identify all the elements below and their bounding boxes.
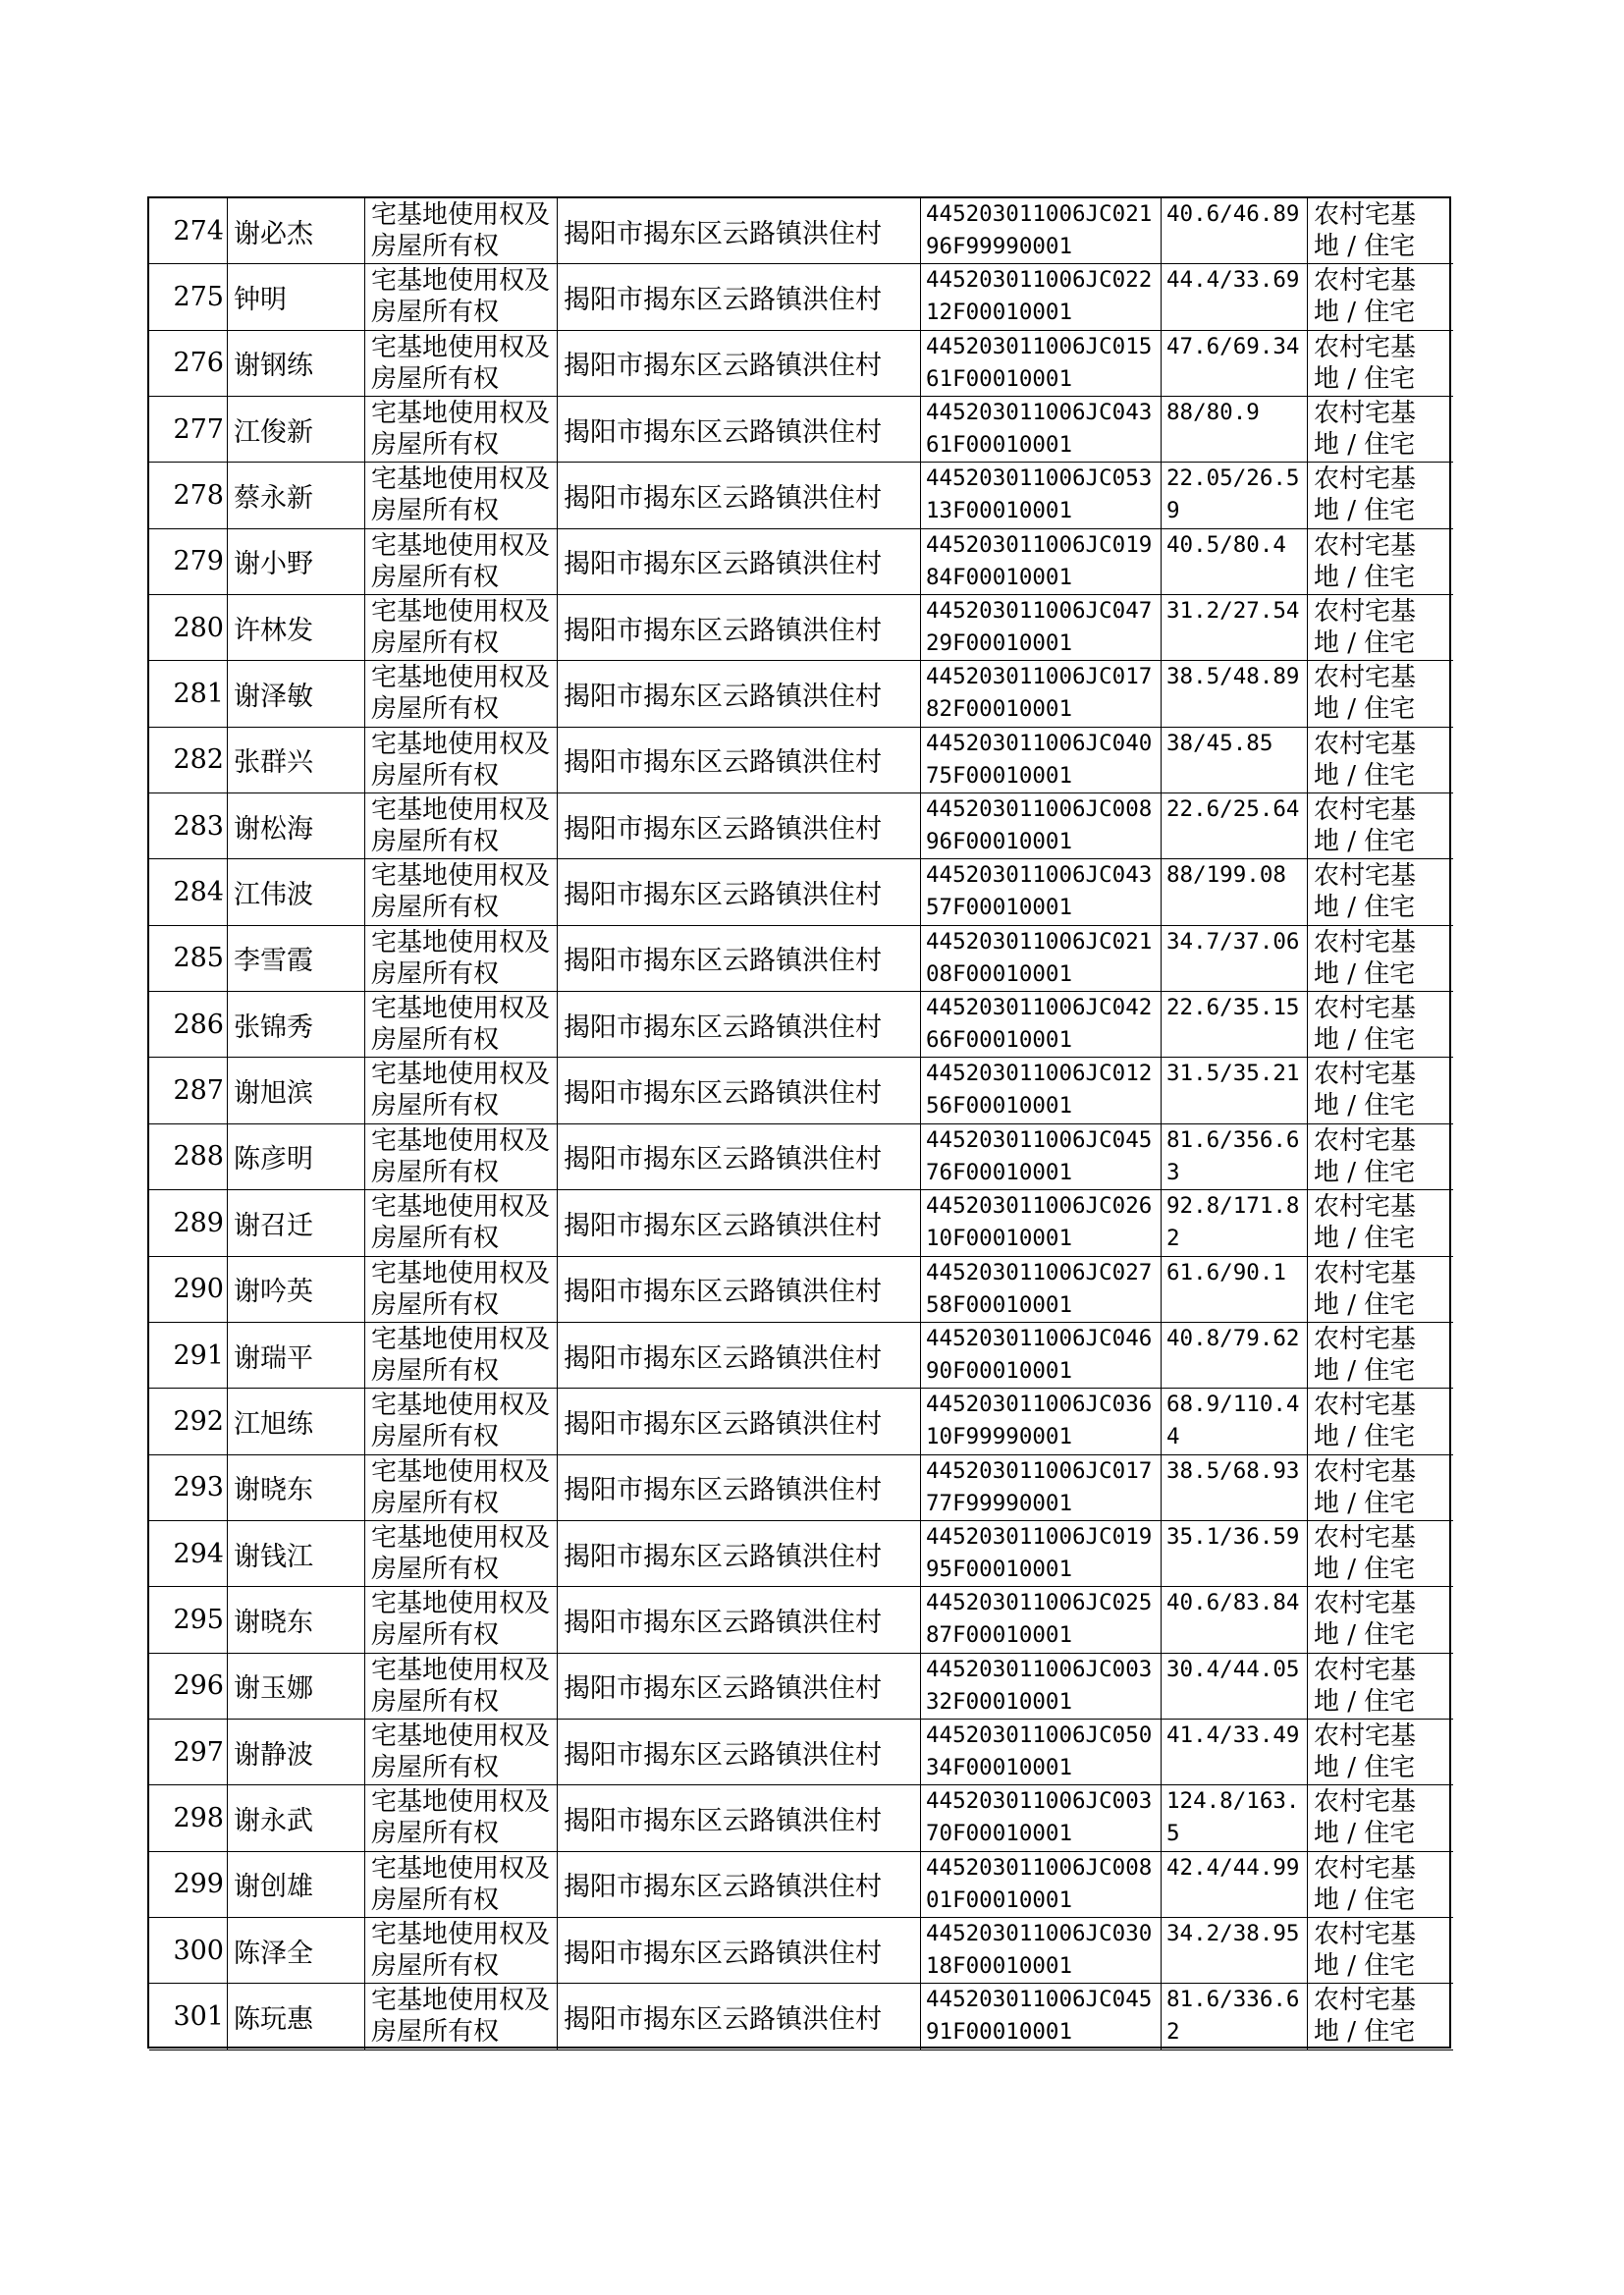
- row-number: 283: [149, 793, 228, 859]
- property-location: 揭阳市揭东区云路镇洪住村: [558, 1521, 921, 1587]
- property-location: 揭阳市揭东区云路镇洪住村: [558, 595, 921, 661]
- owner-name: 张群兴: [228, 728, 365, 793]
- row-number: 289: [149, 1190, 228, 1256]
- property-location: 揭阳市揭东区云路镇洪住村: [558, 331, 921, 397]
- property-location: 揭阳市揭东区云路镇洪住村: [558, 1124, 921, 1190]
- right-type: 宅基地使用权及房屋所有权: [365, 1587, 558, 1653]
- right-type: 宅基地使用权及房屋所有权: [365, 1124, 558, 1190]
- owner-name: 谢玉娜: [228, 1654, 365, 1720]
- unit-code: 445203011006JC01995F00010001: [921, 1521, 1162, 1587]
- owner-name: 谢晓东: [228, 1455, 365, 1521]
- unit-code: 445203011006JC04690F00010001: [921, 1323, 1162, 1389]
- row-number: 288: [149, 1124, 228, 1190]
- owner-name: 谢召迁: [228, 1190, 365, 1256]
- property-location: 揭阳市揭东区云路镇洪住村: [558, 661, 921, 727]
- right-type: 宅基地使用权及房屋所有权: [365, 463, 558, 528]
- right-type: 宅基地使用权及房屋所有权: [365, 595, 558, 661]
- unit-code: 445203011006JC05313F00010001: [921, 463, 1162, 528]
- property-location: 揭阳市揭东区云路镇洪住村: [558, 1785, 921, 1851]
- land-use: 农村宅基 地 / 住宅: [1308, 926, 1453, 992]
- land-use: 农村宅基 地 / 住宅: [1308, 661, 1453, 727]
- row-number: 286: [149, 992, 228, 1058]
- row-number: 279: [149, 529, 228, 595]
- owner-name: 谢吟英: [228, 1257, 365, 1323]
- land-use: 农村宅基 地 / 住宅: [1308, 264, 1453, 330]
- owner-name: 谢松海: [228, 793, 365, 859]
- area-value: 44.4/33.69: [1162, 264, 1308, 330]
- right-type: 宅基地使用权及房屋所有权: [365, 1257, 558, 1323]
- land-use: 农村宅基 地 / 住宅: [1308, 1587, 1453, 1653]
- unit-code: 445203011006JC04361F00010001: [921, 397, 1162, 463]
- area-value: 41.4/33.49: [1162, 1720, 1308, 1785]
- area-value: 22.05/26.59: [1162, 463, 1308, 528]
- property-location: 揭阳市揭东区云路镇洪住村: [558, 859, 921, 925]
- row-number: 292: [149, 1389, 228, 1454]
- area-value: 22.6/25.64: [1162, 793, 1308, 859]
- land-use: 农村宅基 地 / 住宅: [1308, 198, 1453, 264]
- unit-code: 445203011006JC04357F00010001: [921, 859, 1162, 925]
- land-use: 农村宅基 地 / 住宅: [1308, 1190, 1453, 1256]
- land-use: 农村宅基 地 / 住宅: [1308, 1984, 1453, 2049]
- land-use: 农村宅基 地 / 住宅: [1308, 397, 1453, 463]
- owner-name: 谢必杰: [228, 198, 365, 264]
- row-number: 298: [149, 1785, 228, 1851]
- row-number: 281: [149, 661, 228, 727]
- row-number: 297: [149, 1720, 228, 1785]
- area-value: 61.6/90.1: [1162, 1257, 1308, 1323]
- unit-code: 445203011006JC00332F00010001: [921, 1654, 1162, 1720]
- property-location: 揭阳市揭东区云路镇洪住村: [558, 463, 921, 528]
- land-use: 农村宅基 地 / 住宅: [1308, 1654, 1453, 1720]
- land-use: 农村宅基 地 / 住宅: [1308, 1918, 1453, 1984]
- land-use: 农村宅基 地 / 住宅: [1308, 728, 1453, 793]
- row-number: 278: [149, 463, 228, 528]
- unit-code: 445203011006JC04729F00010001: [921, 595, 1162, 661]
- property-location: 揭阳市揭东区云路镇洪住村: [558, 1257, 921, 1323]
- right-type: 宅基地使用权及房屋所有权: [365, 1720, 558, 1785]
- right-type: 宅基地使用权及房屋所有权: [365, 397, 558, 463]
- land-use: 农村宅基 地 / 住宅: [1308, 793, 1453, 859]
- owner-name: 谢静波: [228, 1720, 365, 1785]
- right-type: 宅基地使用权及房屋所有权: [365, 661, 558, 727]
- right-type: 宅基地使用权及房屋所有权: [365, 1654, 558, 1720]
- right-type: 宅基地使用权及房屋所有权: [365, 1190, 558, 1256]
- owner-name: 谢小野: [228, 529, 365, 595]
- property-location: 揭阳市揭东区云路镇洪住村: [558, 1984, 921, 2049]
- owner-name: 江旭练: [228, 1389, 365, 1454]
- right-type: 宅基地使用权及房屋所有权: [365, 264, 558, 330]
- owner-name: 陈玩惠: [228, 1984, 365, 2049]
- land-use: 农村宅基 地 / 住宅: [1308, 1785, 1453, 1851]
- area-value: 124.8/163.5: [1162, 1785, 1308, 1851]
- area-value: 88/199.08: [1162, 859, 1308, 925]
- row-number: 277: [149, 397, 228, 463]
- owner-name: 谢永武: [228, 1785, 365, 1851]
- land-use: 农村宅基 地 / 住宅: [1308, 1455, 1453, 1521]
- right-type: 宅基地使用权及房屋所有权: [365, 1785, 558, 1851]
- row-number: 301: [149, 1984, 228, 2049]
- property-location: 揭阳市揭东区云路镇洪住村: [558, 1918, 921, 1984]
- row-number: 291: [149, 1323, 228, 1389]
- unit-code: 445203011006JC02108F00010001: [921, 926, 1162, 992]
- owner-name: 谢瑞平: [228, 1323, 365, 1389]
- land-use: 农村宅基 地 / 住宅: [1308, 992, 1453, 1058]
- right-type: 宅基地使用权及房屋所有权: [365, 529, 558, 595]
- row-number: 287: [149, 1058, 228, 1123]
- row-number: 274: [149, 198, 228, 264]
- unit-code: 445203011006JC02196F99990001: [921, 198, 1162, 264]
- row-number: 296: [149, 1654, 228, 1720]
- property-location: 揭阳市揭东区云路镇洪住村: [558, 1852, 921, 1918]
- land-use: 农村宅基 地 / 住宅: [1308, 331, 1453, 397]
- area-value: 68.9/110.44: [1162, 1389, 1308, 1454]
- right-type: 宅基地使用权及房屋所有权: [365, 1058, 558, 1123]
- property-location: 揭阳市揭东区云路镇洪住村: [558, 529, 921, 595]
- owner-name: 谢泽敏: [228, 661, 365, 727]
- row-number: 275: [149, 264, 228, 330]
- right-type: 宅基地使用权及房屋所有权: [365, 1389, 558, 1454]
- right-type: 宅基地使用权及房屋所有权: [365, 1918, 558, 1984]
- area-value: 40.5/80.4: [1162, 529, 1308, 595]
- unit-code: 445203011006JC00370F00010001: [921, 1785, 1162, 1851]
- row-number: 290: [149, 1257, 228, 1323]
- area-value: 88/80.9: [1162, 397, 1308, 463]
- right-type: 宅基地使用权及房屋所有权: [365, 1323, 558, 1389]
- land-use: 农村宅基 地 / 住宅: [1308, 529, 1453, 595]
- owner-name: 李雪霞: [228, 926, 365, 992]
- right-type: 宅基地使用权及房屋所有权: [365, 728, 558, 793]
- area-value: 22.6/35.15: [1162, 992, 1308, 1058]
- land-use: 农村宅基 地 / 住宅: [1308, 1852, 1453, 1918]
- unit-code: 445203011006JC04576F00010001: [921, 1124, 1162, 1190]
- right-type: 宅基地使用权及房屋所有权: [365, 1455, 558, 1521]
- area-value: 40.6/46.89: [1162, 198, 1308, 264]
- right-type: 宅基地使用权及房屋所有权: [365, 992, 558, 1058]
- right-type: 宅基地使用权及房屋所有权: [365, 1984, 558, 2049]
- area-value: 42.4/44.99: [1162, 1852, 1308, 1918]
- area-value: 81.6/356.63: [1162, 1124, 1308, 1190]
- right-type: 宅基地使用权及房屋所有权: [365, 926, 558, 992]
- owner-name: 谢晓东: [228, 1587, 365, 1653]
- area-value: 38.5/68.93: [1162, 1455, 1308, 1521]
- area-value: 81.6/336.62: [1162, 1984, 1308, 2049]
- unit-code: 445203011006JC03610F99990001: [921, 1389, 1162, 1454]
- owner-name: 钟明: [228, 264, 365, 330]
- unit-code: 445203011006JC04591F00010001: [921, 1984, 1162, 2049]
- area-value: 30.4/44.05: [1162, 1654, 1308, 1720]
- land-use: 农村宅基 地 / 住宅: [1308, 463, 1453, 528]
- row-number: 294: [149, 1521, 228, 1587]
- property-location: 揭阳市揭东区云路镇洪住村: [558, 1720, 921, 1785]
- owner-name: 张锦秀: [228, 992, 365, 1058]
- land-use: 农村宅基 地 / 住宅: [1308, 1323, 1453, 1389]
- owner-name: 谢钱江: [228, 1521, 365, 1587]
- property-location: 揭阳市揭东区云路镇洪住村: [558, 1654, 921, 1720]
- right-type: 宅基地使用权及房屋所有权: [365, 859, 558, 925]
- area-value: 34.7/37.06: [1162, 926, 1308, 992]
- area-value: 31.5/35.21: [1162, 1058, 1308, 1123]
- area-value: 34.2/38.95: [1162, 1918, 1308, 1984]
- land-use: 农村宅基 地 / 住宅: [1308, 1058, 1453, 1123]
- property-location: 揭阳市揭东区云路镇洪住村: [558, 198, 921, 264]
- property-location: 揭阳市揭东区云路镇洪住村: [558, 1389, 921, 1454]
- unit-code: 445203011006JC02758F00010001: [921, 1257, 1162, 1323]
- property-location: 揭阳市揭东区云路镇洪住村: [558, 1058, 921, 1123]
- land-use: 农村宅基 地 / 住宅: [1308, 1389, 1453, 1454]
- registry-table: [147, 196, 1451, 2049]
- property-location: 揭阳市揭东区云路镇洪住村: [558, 728, 921, 793]
- property-location: 揭阳市揭东区云路镇洪住村: [558, 793, 921, 859]
- property-location: 揭阳市揭东区云路镇洪住村: [558, 264, 921, 330]
- area-value: 40.6/83.84: [1162, 1587, 1308, 1653]
- right-type: 宅基地使用权及房屋所有权: [365, 198, 558, 264]
- land-use: 农村宅基 地 / 住宅: [1308, 1124, 1453, 1190]
- unit-code: 445203011006JC01256F00010001: [921, 1058, 1162, 1123]
- owner-name: 陈泽全: [228, 1918, 365, 1984]
- owner-name: 许林发: [228, 595, 365, 661]
- property-location: 揭阳市揭东区云路镇洪住村: [558, 1587, 921, 1653]
- unit-code: 445203011006JC02610F00010001: [921, 1190, 1162, 1256]
- row-number: 295: [149, 1587, 228, 1653]
- property-location: 揭阳市揭东区云路镇洪住村: [558, 926, 921, 992]
- owner-name: 江俊新: [228, 397, 365, 463]
- owner-name: 谢旭滨: [228, 1058, 365, 1123]
- unit-code: 445203011006JC04075F00010001: [921, 728, 1162, 793]
- property-location: 揭阳市揭东区云路镇洪住村: [558, 992, 921, 1058]
- land-use: 农村宅基 地 / 住宅: [1308, 595, 1453, 661]
- row-number: 276: [149, 331, 228, 397]
- area-value: 38/45.85: [1162, 728, 1308, 793]
- area-value: 92.8/171.82: [1162, 1190, 1308, 1256]
- area-value: 40.8/79.62: [1162, 1323, 1308, 1389]
- land-use: 农村宅基 地 / 住宅: [1308, 1521, 1453, 1587]
- row-number: 282: [149, 728, 228, 793]
- right-type: 宅基地使用权及房屋所有权: [365, 793, 558, 859]
- row-number: 300: [149, 1918, 228, 1984]
- unit-code: 445203011006JC05034F00010001: [921, 1720, 1162, 1785]
- unit-code: 445203011006JC01782F00010001: [921, 661, 1162, 727]
- row-number: 285: [149, 926, 228, 992]
- unit-code: 445203011006JC01561F00010001: [921, 331, 1162, 397]
- unit-code: 445203011006JC00801F00010001: [921, 1852, 1162, 1918]
- right-type: 宅基地使用权及房屋所有权: [365, 331, 558, 397]
- unit-code: 445203011006JC00896F00010001: [921, 793, 1162, 859]
- land-use: 农村宅基 地 / 住宅: [1308, 1720, 1453, 1785]
- land-use: 农村宅基 地 / 住宅: [1308, 859, 1453, 925]
- property-location: 揭阳市揭东区云路镇洪住村: [558, 1190, 921, 1256]
- unit-code: 445203011006JC02212F00010001: [921, 264, 1162, 330]
- owner-name: 江伟波: [228, 859, 365, 925]
- property-location: 揭阳市揭东区云路镇洪住村: [558, 397, 921, 463]
- row-number: 280: [149, 595, 228, 661]
- owner-name: 谢钢练: [228, 331, 365, 397]
- unit-code: 445203011006JC01984F00010001: [921, 529, 1162, 595]
- row-number: 293: [149, 1455, 228, 1521]
- owner-name: 谢创雄: [228, 1852, 365, 1918]
- unit-code: 445203011006JC01777F99990001: [921, 1455, 1162, 1521]
- owner-name: 陈彦明: [228, 1124, 365, 1190]
- right-type: 宅基地使用权及房屋所有权: [365, 1521, 558, 1587]
- unit-code: 445203011006JC04266F00010001: [921, 992, 1162, 1058]
- property-location: 揭阳市揭东区云路镇洪住村: [558, 1455, 921, 1521]
- property-location: 揭阳市揭东区云路镇洪住村: [558, 1323, 921, 1389]
- unit-code: 445203011006JC02587F00010001: [921, 1587, 1162, 1653]
- area-value: 31.2/27.54: [1162, 595, 1308, 661]
- row-number: 284: [149, 859, 228, 925]
- land-use: 农村宅基 地 / 住宅: [1308, 1257, 1453, 1323]
- area-value: 35.1/36.59: [1162, 1521, 1308, 1587]
- right-type: 宅基地使用权及房屋所有权: [365, 1852, 558, 1918]
- owner-name: 蔡永新: [228, 463, 365, 528]
- unit-code: 445203011006JC03018F00010001: [921, 1918, 1162, 1984]
- row-number: 299: [149, 1852, 228, 1918]
- area-value: 47.6/69.34: [1162, 331, 1308, 397]
- area-value: 38.5/48.89: [1162, 661, 1308, 727]
